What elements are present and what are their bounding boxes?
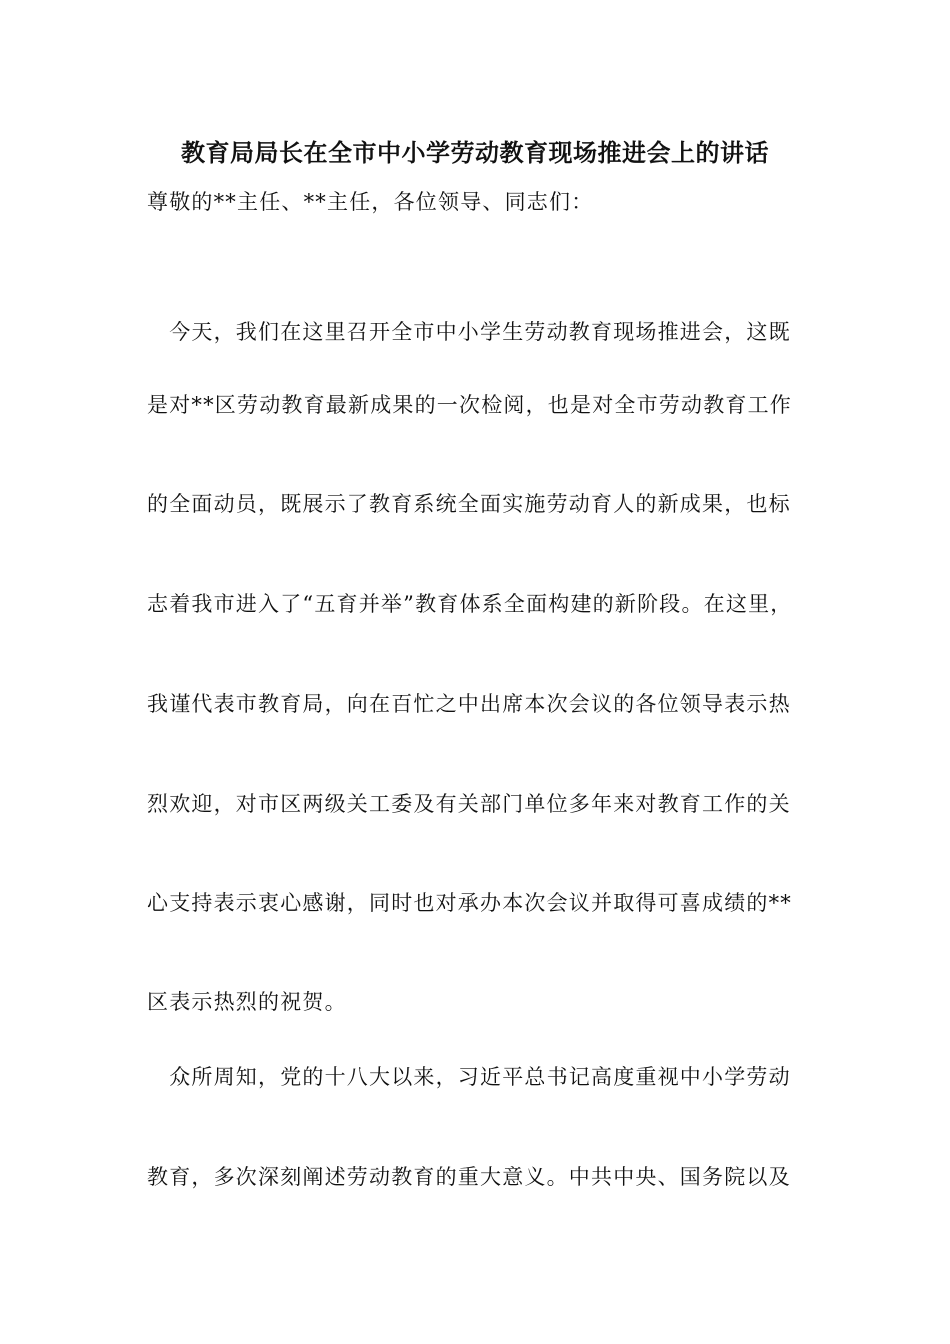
paragraph-line: 区表示热烈的祝贺。 (147, 990, 347, 1014)
paragraph-line: 的全面动员，既展示了教育系统全面实施劳动育人的新成果，也标 (147, 492, 791, 516)
paragraph-line: 心支持表示衷心感谢，同时也对承办本次会议并取得可喜成绩的** (147, 891, 792, 915)
paragraph-line: 众所周知，党的十八大以来，习近平总书记高度重视中小学劳动 (147, 1065, 791, 1089)
paragraph-line: 教育，多次深刻阐述劳动教育的重大意义。中共中央、国务院以及 (147, 1165, 791, 1189)
paragraph-line: 我谨代表市教育局，向在百忙之中出席本次会议的各位领导表示热 (147, 692, 791, 716)
paragraph-line: 志着我市进入了“五育并举”教育体系全面构建的新阶段。在这里， (147, 592, 793, 616)
document-title: 教育局局长在全市中小学劳动教育现场推进会上的讲话 (181, 138, 769, 167)
paragraph-line: 今天，我们在这里召开全市中小学生劳动教育现场推进会，这既 (147, 320, 791, 344)
salutation: 尊敬的**主任、**主任，各位领导、同志们： (147, 190, 594, 214)
paragraph-line: 是对**区劳动教育最新成果的一次检阅，也是对全市劳动教育工作 (147, 393, 792, 417)
paragraph-line: 烈欢迎，对市区两级关工委及有关部门单位多年来对教育工作的关 (147, 792, 791, 816)
